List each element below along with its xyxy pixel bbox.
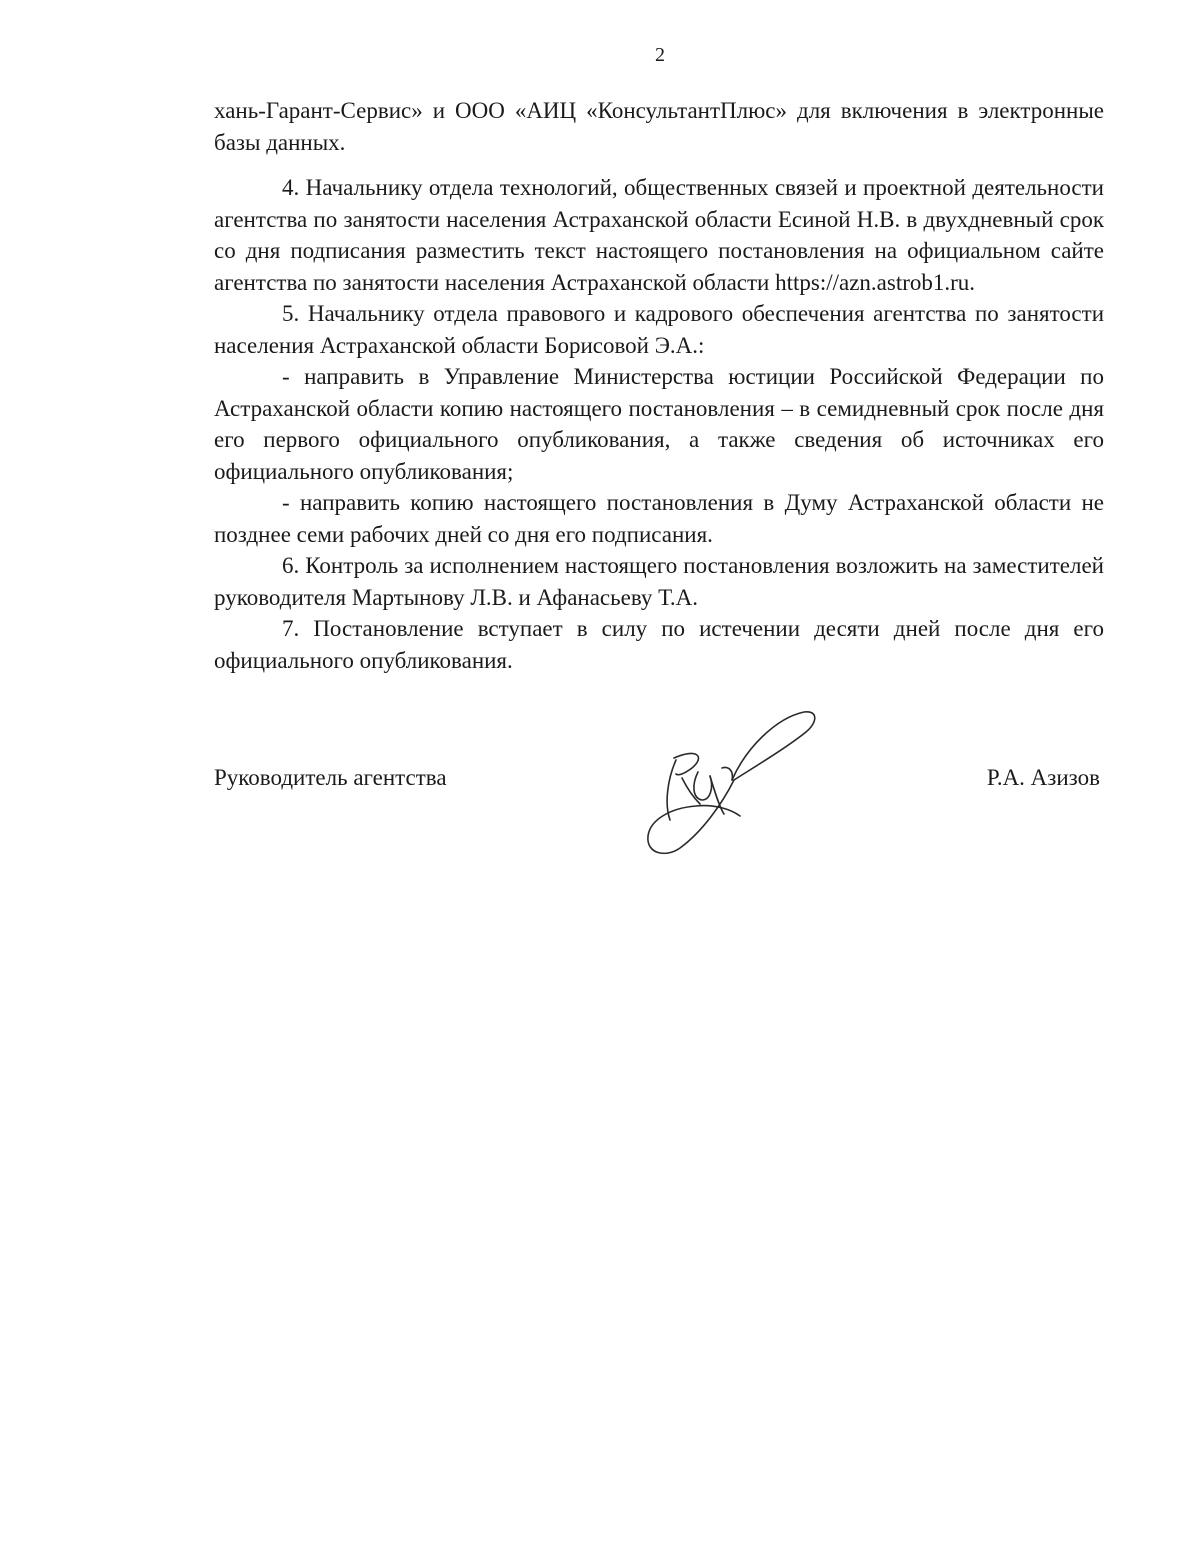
paragraph-item-6: 6. Контроль за исполнением настоящего постановления возложить на заместителей руководителя Мартынову Л.В. и Афанасьеву Т.А. [214, 553, 1104, 610]
paragraph-item-7: 7. Постановление вступает в силу по истечении десяти дней после дня его официального опубликования. [214, 616, 1104, 673]
handwritten-signature [636, 708, 826, 858]
paragraph-item-5-subitem-1: - направить в Управление Министерства юстиции Российской Федерации по Астраханской области копию настоящего постановления – в семидневный срок после дня его первого официального опубликования, а также сведения об источниках его официального опубликования; [214, 364, 1104, 484]
document-body [214, 95, 1104, 676]
paragraph-item-5-subitem-2: - направить копию настоящего постановления в Думу Астраханской области не позднее семи рабочих дней со дня его подписания. [214, 490, 1104, 547]
paragraph-item-5: 5. Начальнику отдела правового и кадрового обеспечения агентства по занятости населения Астраханской области Борисовой Э.А.: [214, 301, 1104, 358]
signatory-name: Р.А. Азизов [986, 765, 1100, 790]
page-number: 2 [655, 44, 665, 66]
signatory-position: Руководитель агентства [214, 765, 447, 790]
paragraph-continuation: хань-Гарант-Сервис» и ООО «АИЦ «КонсультантПлюс» для включения в электронные базы данных. [214, 98, 1104, 155]
paragraph-item-4: 4. Начальнику отдела технологий, общественных связей и проектной деятельности агентства по занятости населения Астраханской области Есиной Н.В. в двухдневный срок со дня подписания разместить текст настоящего постановления на официальном сайте агентства по занятости населения Астраханской области https://azn.astrob1.ru. [214, 175, 1104, 295]
